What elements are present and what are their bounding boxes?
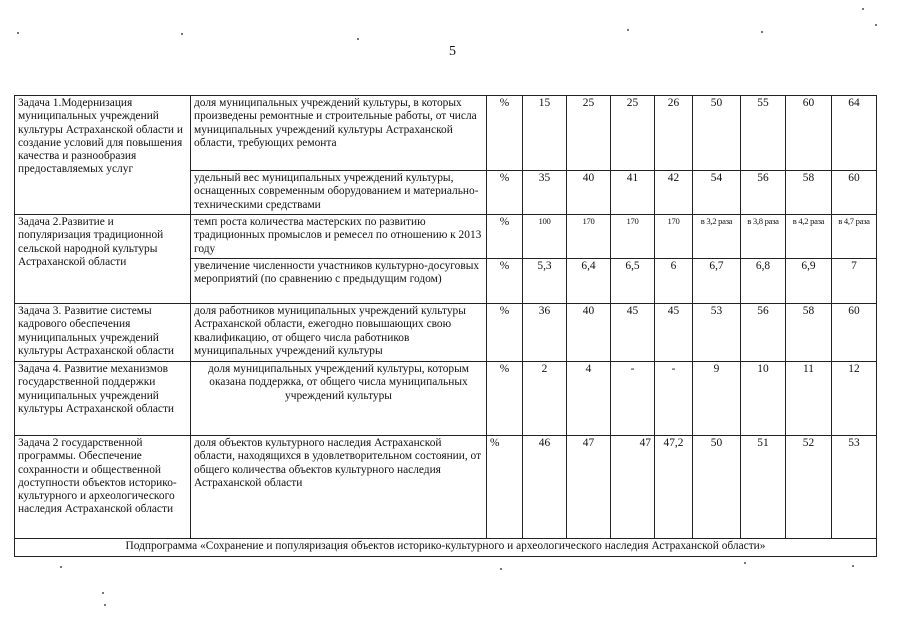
table-row [15, 436, 877, 539]
value-cell: 51 [741, 436, 786, 539]
value-cell: 4 [567, 362, 611, 436]
scan-speck [862, 8, 864, 10]
value-cell: - [611, 362, 655, 436]
value-cell: 42 [655, 171, 693, 215]
value-cell: 54 [693, 171, 741, 215]
unit-cell: % [487, 436, 523, 539]
scan-speck [500, 568, 502, 570]
value-cell: 40 [567, 304, 611, 362]
indicator-cell: темп роста количества мастерских по развитию традиционных промыслов и ремесел по отношению к 2013 году [191, 215, 487, 259]
task-cell: Задача 2.Развитие и популяризация традиционной сельской народной культуры Астраханской области [15, 215, 191, 304]
value-cell: 10 [741, 362, 786, 436]
unit-cell: % [487, 171, 523, 215]
scan-speck [104, 604, 106, 606]
value-cell: 53 [693, 304, 741, 362]
value-cell: 6,9 [786, 259, 832, 304]
indicator-cell: доля муниципальных учреждений культуры, которым оказана поддержка, от общего числа муниципальных учреждений культуры [191, 362, 487, 436]
value-cell: 50 [693, 436, 741, 539]
unit-cell: % [487, 215, 523, 259]
indicator-cell: удельный вес муниципальных учреждений культуры, оснащенных современным оборудованием и материально-техническими средствами [191, 171, 487, 215]
value-cell: 170 [611, 215, 655, 259]
table-row [15, 215, 877, 259]
scan-speck [17, 32, 19, 34]
value-cell: 50 [693, 96, 741, 171]
indicator-cell: увеличение численности участников культурно-досуговых мероприятий (по сравнению с предыдущим годом) [191, 259, 487, 304]
unit-cell: % [487, 362, 523, 436]
table-row [15, 539, 877, 557]
indicator-cell: доля муниципальных учреждений культуры, в которых произведены ремонтные и строительные работы, от числа муниципальных учреждений культуры Астраханской области, требующих ремонта [191, 96, 487, 171]
scan-speck [744, 562, 746, 564]
scan-speck [761, 31, 763, 33]
value-cell: 47 [567, 436, 611, 539]
value-cell: 5,3 [523, 259, 567, 304]
value-cell: 100 [523, 215, 567, 259]
value-cell: 170 [567, 215, 611, 259]
table-row [15, 304, 877, 362]
scan-speck [875, 24, 877, 26]
unit-cell: % [487, 96, 523, 171]
value-cell: 52 [786, 436, 832, 539]
value-cell: 58 [786, 171, 832, 215]
value-cell: в 3,8 раза [741, 215, 786, 259]
value-cell: 6,4 [567, 259, 611, 304]
value-cell: 26 [655, 96, 693, 171]
value-cell: 6 [655, 259, 693, 304]
task-cell: Задача 1.Модернизация муниципальных учреждений культуры Астраханской области и создание условий для повышения качества и разнообразия предоставляемых услуг [15, 96, 191, 215]
value-cell: - [655, 362, 693, 436]
value-cell: 2 [523, 362, 567, 436]
table-row [15, 362, 877, 436]
unit-cell: % [487, 259, 523, 304]
task-cell: Задача 3. Развитие системы кадрового обеспечения муниципальных учреждений культуры Астраханской области [15, 304, 191, 362]
indicators-table [14, 95, 877, 557]
value-cell: 40 [567, 171, 611, 215]
value-cell: 12 [832, 362, 877, 436]
value-cell: 47 [611, 436, 655, 539]
value-cell: 25 [611, 96, 655, 171]
page-number: 5 [449, 44, 456, 59]
value-cell: 11 [786, 362, 832, 436]
value-cell: 60 [786, 96, 832, 171]
scan-speck [627, 29, 629, 31]
value-cell: 60 [832, 171, 877, 215]
value-cell: 170 [655, 215, 693, 259]
value-cell: 9 [693, 362, 741, 436]
value-cell: 7 [832, 259, 877, 304]
value-cell: 6,8 [741, 259, 786, 304]
value-cell: 45 [655, 304, 693, 362]
value-cell: 36 [523, 304, 567, 362]
scan-speck [181, 33, 183, 35]
value-cell: 15 [523, 96, 567, 171]
value-cell: 41 [611, 171, 655, 215]
value-cell: 47,2 [655, 436, 693, 539]
value-cell: в 4,2 раза [786, 215, 832, 259]
value-cell: в 4,7 раза [832, 215, 877, 259]
subprogram-heading: Подпрограмма «Сохранение и популяризация объектов историко-культурного и археологического наследия Астраханской области» [15, 539, 877, 557]
value-cell: 56 [741, 304, 786, 362]
value-cell: 56 [741, 171, 786, 215]
indicator-cell: доля работников муниципальных учреждений культуры Астраханской области, ежегодно повышающих свою квалификацию, от общего числа работников муниципальных учреждений культуры [191, 304, 487, 362]
unit-cell: % [487, 304, 523, 362]
value-cell: 25 [567, 96, 611, 171]
value-cell: 60 [832, 304, 877, 362]
table-row [15, 96, 877, 171]
value-cell: 46 [523, 436, 567, 539]
value-cell: 64 [832, 96, 877, 171]
value-cell: 53 [832, 436, 877, 539]
value-cell: 55 [741, 96, 786, 171]
scan-speck [102, 592, 104, 594]
scan-speck [60, 566, 62, 568]
value-cell: 45 [611, 304, 655, 362]
indicator-cell: доля объектов культурного наследия Астраханской области, находящихся в удовлетворительном состоянии, от общего количества объектов культурного наследия Астраханской области [191, 436, 487, 539]
scan-speck [357, 38, 359, 40]
value-cell: 6,7 [693, 259, 741, 304]
scan-speck [852, 565, 854, 567]
value-cell: 6,5 [611, 259, 655, 304]
value-cell: 58 [786, 304, 832, 362]
task-cell: Задача 4. Развитие механизмов государственной поддержки муниципальных учреждений культуры Астраханской области [15, 362, 191, 436]
value-cell: 35 [523, 171, 567, 215]
value-cell: в 3,2 раза [693, 215, 741, 259]
task-cell: Задача 2 государственной программы. Обеспечение сохранности и общественной доступности объектов историко-культурного и археологического наследия Астраханской области [15, 436, 191, 539]
